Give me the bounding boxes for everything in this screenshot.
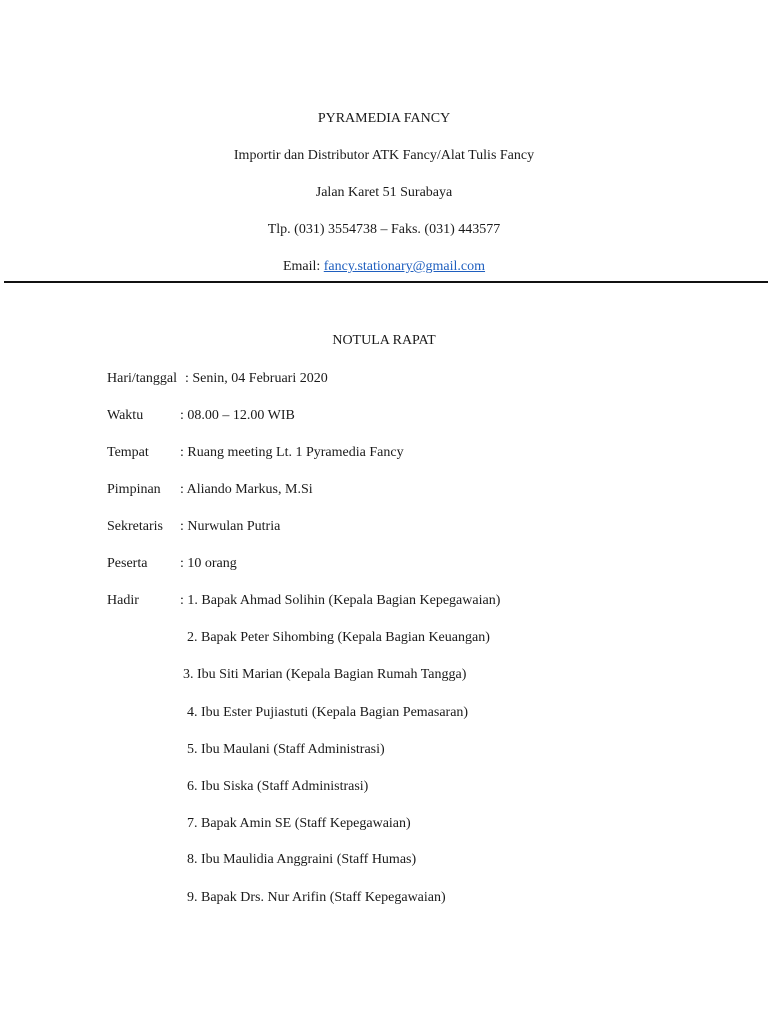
email-link[interactable]: fancy.stationary@gmail.com <box>323 259 486 274</box>
field-value: : 10 orang <box>180 556 237 571</box>
attendee-item: 9. Bapak Drs. Nur Arifin (Staff Kepegawaian) <box>187 890 446 905</box>
field-label: Tempat <box>107 445 149 460</box>
field-value: : 1. Bapak Ahmad Solihin (Kepala Bagian Kepegawaian) <box>180 593 501 608</box>
field-label: Waktu <box>107 408 144 423</box>
attendee-item: 4. Ibu Ester Pujiastuti (Kepala Bagian Pemasaran) <box>187 705 469 720</box>
document-title: NOTULA RAPAT <box>332 333 436 348</box>
field-value: : Ruang meeting Lt. 1 Pyramedia Fancy <box>180 445 404 460</box>
attendee-item: 7. Bapak Amin SE (Staff Kepegawaian) <box>187 816 411 831</box>
attendee-item: 3. Ibu Siti Marian (Kepala Bagian Rumah Tangga) <box>183 667 467 682</box>
company-address: Jalan Karet 51 Surabaya <box>315 185 453 200</box>
field-label: Peserta <box>107 556 148 571</box>
field-label: Pimpinan <box>107 482 161 497</box>
field-value: : Nurwulan Putria <box>180 519 281 534</box>
field-label: Sekretaris <box>107 519 163 534</box>
field-label: Hadir <box>107 593 139 608</box>
field-value: : Senin, 04 Februari 2020 <box>185 371 328 386</box>
attendee-item: 6. Ibu Siska (Staff Administrasi) <box>187 779 369 794</box>
company-tagline: Importir dan Distributor ATK Fancy/Alat Tulis Fancy <box>233 148 535 163</box>
attendee-item: 2. Bapak Peter Sihombing (Kepala Bagian Keuangan) <box>187 630 490 645</box>
company-email-line <box>0 258 768 276</box>
letterhead-divider <box>4 281 768 283</box>
company-name: PYRAMEDIA FANCY <box>317 111 451 126</box>
attendee-item: 8. Ibu Maulidia Anggraini (Staff Humas) <box>187 852 417 867</box>
company-phone: Tlp. (031) 3554738 – Faks. (031) 443577 <box>267 222 501 237</box>
attendee-item: 5. Ibu Maulani (Staff Administrasi) <box>187 742 385 757</box>
field-label: Hari/tanggal <box>107 371 177 386</box>
field-value: : Aliando Markus, M.Si <box>180 482 313 497</box>
email-label: Email: <box>282 259 324 274</box>
field-value: : 08.00 – 12.00 WIB <box>180 408 295 423</box>
